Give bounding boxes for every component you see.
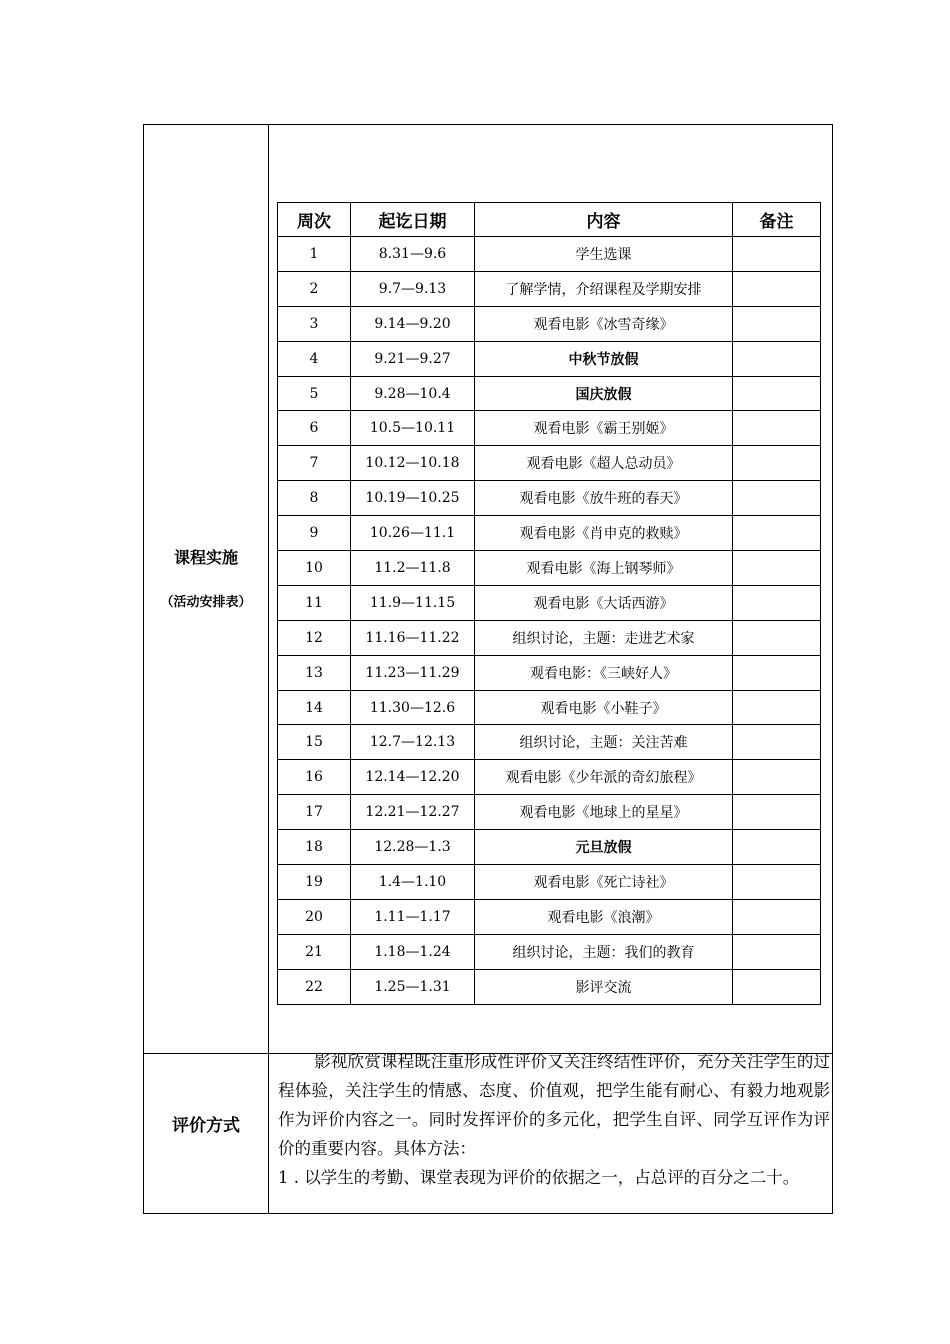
week-cell: 9: [278, 516, 351, 551]
content-cell: 观看电影《浪潮》: [475, 899, 733, 934]
note-cell: [733, 899, 821, 934]
dates-cell: 9.14—9.20: [351, 306, 475, 341]
dates-cell: 1.4—1.10: [351, 865, 475, 900]
column-divider: [268, 125, 269, 1213]
note-cell: [733, 655, 821, 690]
evaluation-item-1: 1 . 以学生的考勤、课堂表现为评价的依据之一，占总评的百分之二十。: [278, 1168, 800, 1187]
week-cell: 3: [278, 306, 351, 341]
note-cell: [733, 341, 821, 376]
week-cell: 11: [278, 585, 351, 620]
dates-cell: 12.28—1.3: [351, 830, 475, 865]
table-row: [278, 934, 821, 969]
schedule-table: [277, 202, 821, 1005]
table-row: [278, 725, 821, 760]
dates-cell: 12.14—12.20: [351, 760, 475, 795]
week-cell: 13: [278, 655, 351, 690]
dates-cell: 10.26—11.1: [351, 516, 475, 551]
table-row: [278, 830, 821, 865]
content-cell: 观看电影《冰雪奇缘》: [475, 306, 733, 341]
content-cell: 观看电影《霸王别姬》: [475, 411, 733, 446]
note-cell: [733, 237, 821, 272]
dates-cell: 1.25—1.31: [351, 969, 475, 1004]
content-cell: 国庆放假: [475, 376, 733, 411]
week-cell: 14: [278, 690, 351, 725]
table-row: [278, 795, 821, 830]
week-cell: 1: [278, 237, 351, 272]
table-row: [278, 411, 821, 446]
note-cell: [733, 865, 821, 900]
note-cell: [733, 306, 821, 341]
week-cell: 16: [278, 760, 351, 795]
week-cell: 20: [278, 899, 351, 934]
table-row: [278, 969, 821, 1004]
course-form-table: [143, 124, 833, 1214]
table-row: [278, 760, 821, 795]
table-row: [278, 551, 821, 586]
content-cell: 观看电影《超人总动员》: [475, 446, 733, 481]
dates-cell: 9.21—9.27: [351, 341, 475, 376]
week-cell: 17: [278, 795, 351, 830]
content-cell: 中秋节放假: [475, 341, 733, 376]
dates-cell: 10.19—10.25: [351, 481, 475, 516]
week-cell: 15: [278, 725, 351, 760]
table-row: [278, 655, 821, 690]
dates-cell: 10.12—10.18: [351, 446, 475, 481]
content-cell: 观看电影《放牛班的春天》: [475, 481, 733, 516]
table-row: [278, 237, 821, 272]
week-cell: 19: [278, 865, 351, 900]
content-cell: 组织讨论，主题：关注苦难: [475, 725, 733, 760]
dates-cell: 12.7—12.13: [351, 725, 475, 760]
note-cell: [733, 830, 821, 865]
content-cell: 学生选课: [475, 237, 733, 272]
dates-cell: 1.18—1.24: [351, 934, 475, 969]
week-cell: 7: [278, 446, 351, 481]
note-cell: [733, 516, 821, 551]
week-cell: 5: [278, 376, 351, 411]
header-note: 备注: [733, 203, 821, 237]
content-cell: 观看电影《肖申克的救赎》: [475, 516, 733, 551]
dates-cell: 11.16—11.22: [351, 620, 475, 655]
content-cell: 组织讨论，主题：走进艺术家: [475, 620, 733, 655]
implementation-sub-label: （活动安排表）: [160, 595, 252, 610]
content-cell: 了解学情，介绍课程及学期安排: [475, 271, 733, 306]
header-week: 周次: [278, 203, 351, 237]
table-row: [278, 865, 821, 900]
note-cell: [733, 376, 821, 411]
week-cell: 2: [278, 271, 351, 306]
week-cell: 6: [278, 411, 351, 446]
note-cell: [733, 969, 821, 1004]
evaluation-text: [278, 1047, 830, 1192]
content-cell: 观看电影《地球上的星星》: [475, 795, 733, 830]
note-cell: [733, 760, 821, 795]
content-cell: 观看电影《大话西游》: [475, 585, 733, 620]
week-cell: 12: [278, 620, 351, 655]
week-cell: 4: [278, 341, 351, 376]
dates-cell: 9.28—10.4: [351, 376, 475, 411]
content-cell: 观看电影：《三峡好人》: [475, 655, 733, 690]
week-cell: 18: [278, 830, 351, 865]
content-cell: 观看电影《小鞋子》: [475, 690, 733, 725]
note-cell: [733, 620, 821, 655]
week-cell: 21: [278, 934, 351, 969]
table-row: [278, 446, 821, 481]
week-cell: 8: [278, 481, 351, 516]
note-cell: [733, 725, 821, 760]
content-cell: 观看电影《海上钢琴师》: [475, 551, 733, 586]
dates-cell: 11.23—11.29: [351, 655, 475, 690]
dates-cell: 10.5—10.11: [351, 411, 475, 446]
week-cell: 22: [278, 969, 351, 1004]
dates-cell: 11.9—11.15: [351, 585, 475, 620]
content-cell: 元旦放假: [475, 830, 733, 865]
note-cell: [733, 585, 821, 620]
table-row: [278, 481, 821, 516]
note-cell: [733, 446, 821, 481]
table-row: [278, 585, 821, 620]
table-row: [278, 376, 821, 411]
content-cell: 影评交流: [475, 969, 733, 1004]
note-cell: [733, 690, 821, 725]
note-cell: [733, 795, 821, 830]
content-cell: 观看电影《少年派的奇幻旅程》: [475, 760, 733, 795]
schedule-header-row: [278, 203, 821, 237]
header-content: 内容: [475, 203, 733, 237]
dates-cell: 1.11—1.17: [351, 899, 475, 934]
note-cell: [733, 271, 821, 306]
header-dates: 起讫日期: [351, 203, 475, 237]
table-row: [278, 306, 821, 341]
implementation-label: 课程实施: [173, 548, 238, 567]
dates-cell: 12.21—12.27: [351, 795, 475, 830]
table-row: [278, 620, 821, 655]
evaluation-label: 评价方式: [172, 1116, 240, 1136]
dates-cell: 11.30—12.6: [351, 690, 475, 725]
table-row: [278, 341, 821, 376]
note-cell: [733, 551, 821, 586]
evaluation-paragraph: 影视欣赏课程既注重形成性评价又关注终结性评价，充分关注学生的过程体验，关注学生的情感、态度、价值观，把学生能有耐心、有毅力地观影作为评价内容之一。同时发挥评价的多元化，把学生自评、同学互评作为评价的重要内容。具体方法：: [278, 1052, 830, 1158]
dates-cell: 9.7—9.13: [351, 271, 475, 306]
note-cell: [733, 411, 821, 446]
content-cell: 观看电影《死亡诗社》: [475, 865, 733, 900]
content-cell: 组织讨论，主题：我们的教育: [475, 934, 733, 969]
table-row: [278, 690, 821, 725]
note-cell: [733, 481, 821, 516]
table-row: [278, 899, 821, 934]
note-cell: [733, 934, 821, 969]
table-row: [278, 271, 821, 306]
dates-cell: 8.31—9.6: [351, 237, 475, 272]
week-cell: 10: [278, 551, 351, 586]
dates-cell: 11.2—11.8: [351, 551, 475, 586]
table-row: [278, 516, 821, 551]
